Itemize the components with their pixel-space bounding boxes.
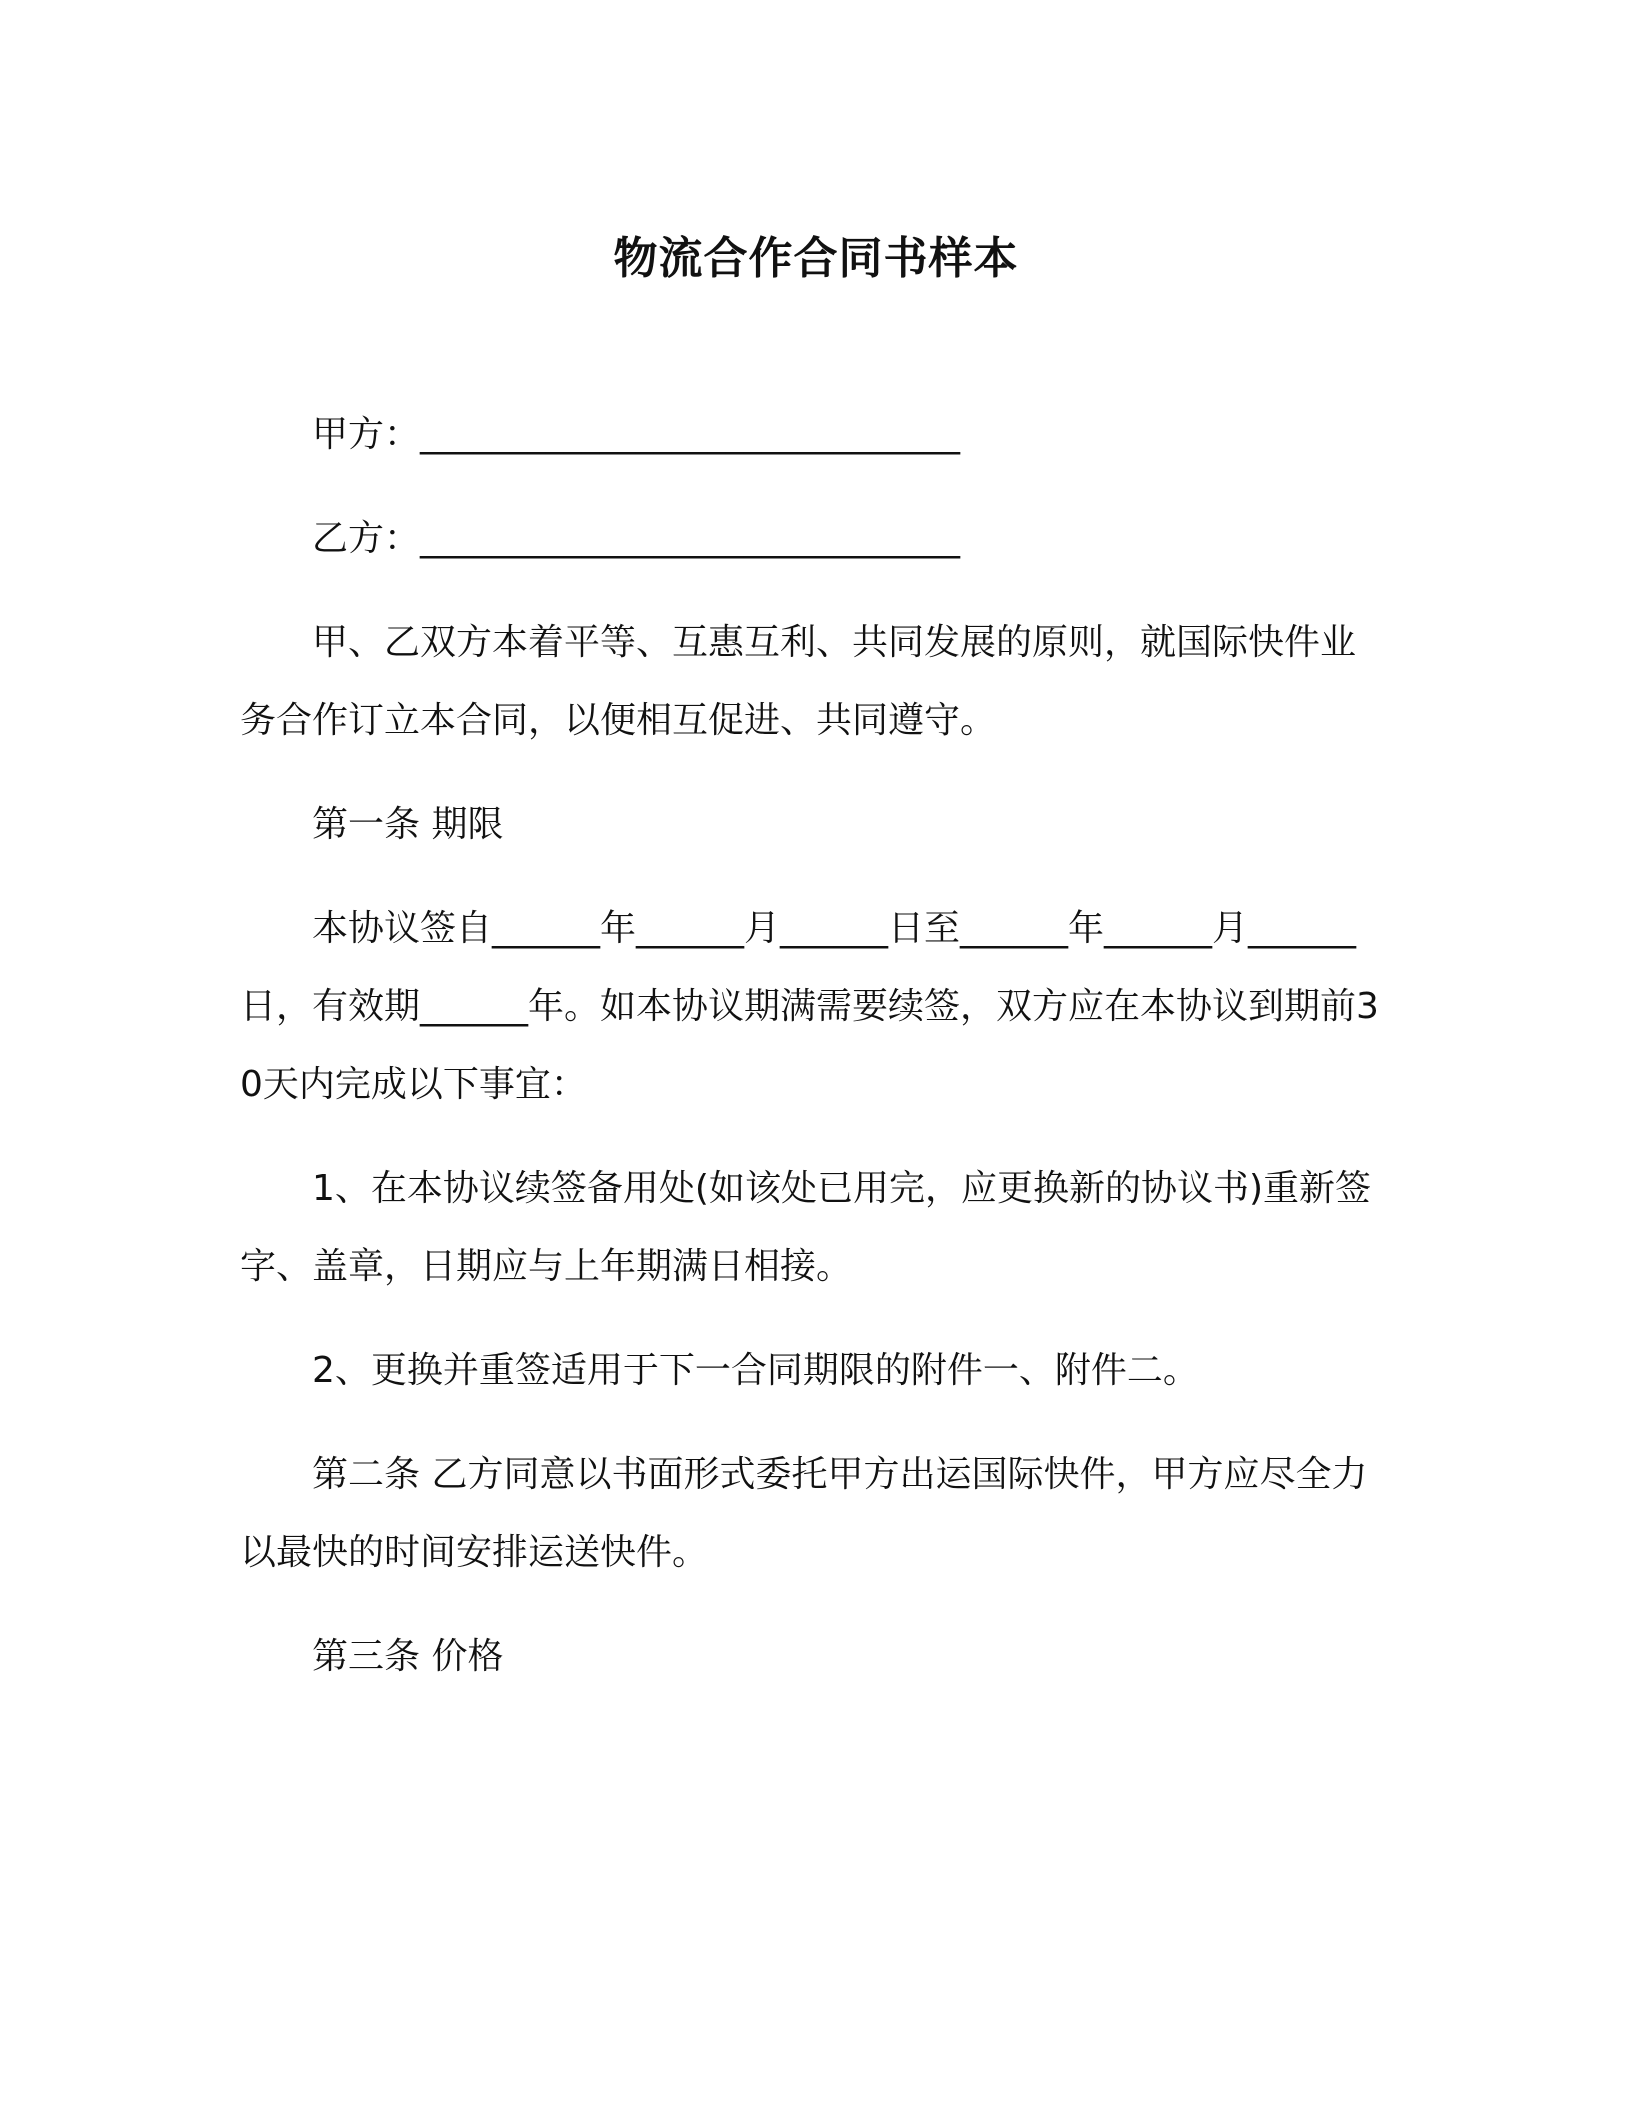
article-1-heading: 第一条 期限 [312, 804, 504, 845]
article-3-heading: 第三条 价格 [312, 1636, 504, 1677]
document-title: 物流合作合同书样本 [613, 233, 1019, 284]
item-1-paragraph: 1、在本协议续签备用处(如该处已用完，应更换新的协议书)重新签字、盖章，日期应与上年期满日相接。 [240, 1168, 1371, 1287]
article-2-paragraph: 第二条 乙方同意以书面形式委托甲方出运国际快件，甲方应尽全力以最快的时间安排运送快件。 [240, 1454, 1368, 1573]
party-a-line: 甲方：______________________________ [312, 414, 961, 455]
item-2-paragraph: 2、更换并重签适用于下一合同期限的附件一、附件二。 [312, 1350, 1199, 1391]
preamble-paragraph: 甲、乙双方本着平等、互惠互利、共同发展的原则，就国际快件业务合作订立本合同，以便相互促进、共同遵守。 [240, 622, 1357, 741]
article-1-paragraph: 本协议签自______年______月______日至______年______月______日，有效期______年。如本协议期满需要续签，双方应在本协议到期前30天内完成以下事宜： [240, 908, 1379, 1105]
party-b-line: 乙方：______________________________ [312, 518, 961, 559]
document-body [240, 396, 1390, 1722]
